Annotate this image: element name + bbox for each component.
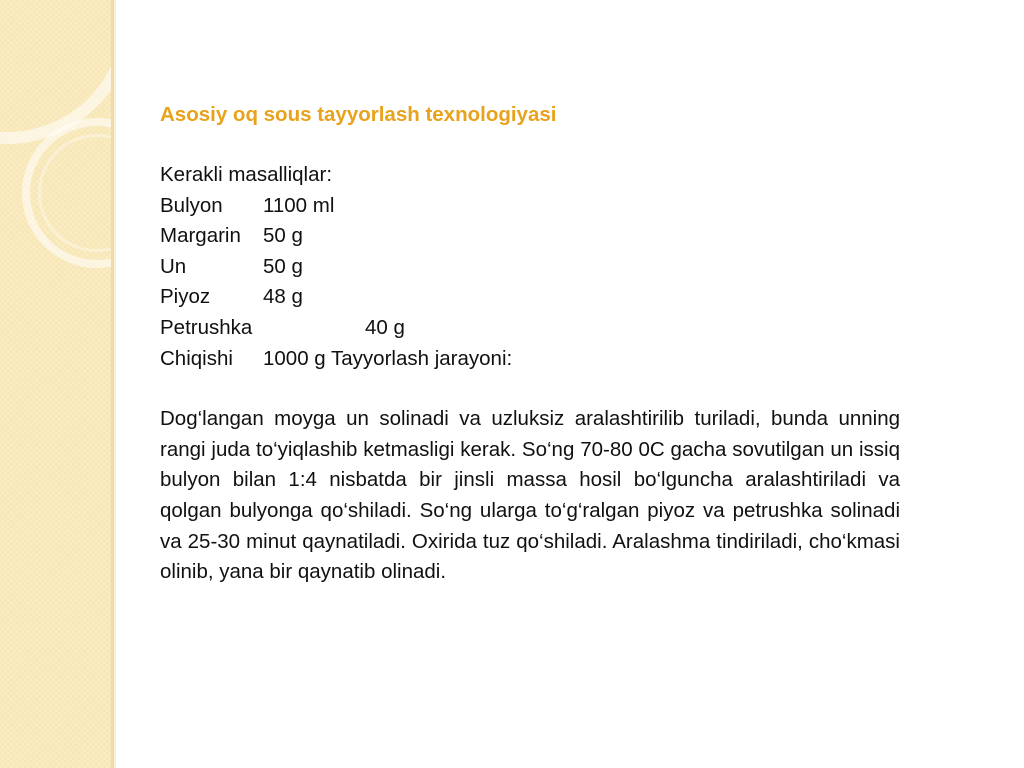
yield-row <box>160 344 900 375</box>
ingredient-amount: 40 g <box>365 315 405 339</box>
ingredient-row <box>160 282 900 313</box>
yield-name: Chiqishi <box>160 346 233 370</box>
slide-content <box>160 100 900 588</box>
side-panel-edge-highlight <box>114 0 116 768</box>
spacer <box>160 374 900 404</box>
ingredient-row <box>160 191 900 222</box>
ingredient-amount: 50 g <box>263 224 303 248</box>
decorative-side-panel <box>0 0 113 768</box>
ingredient-name: Petrushka <box>160 315 253 339</box>
ingredient-amount: 48 g <box>263 285 303 309</box>
ingredient-name: Margarin <box>160 224 241 248</box>
ingredient-row <box>160 252 900 283</box>
ingredient-name: Un <box>160 254 187 278</box>
ingredients-heading: Kerakli masalliqlar: <box>160 163 333 186</box>
spacer <box>160 130 900 160</box>
process-paragraph: Dog‘langan moyga un solinadi va uzluksiz aralashtirilib turiladi, bunda unning rangi juda to‘yiqlashib ketmasligi kerak. So‘ng 70-80 0C gacha sovutilgan un issiq bulyon bilan 1:4 nisbatda bir jinsli massa hosil bo‘lguncha aralashtiriladi va qolgan bulyonga qo‘shiladi. So‘ng ularga to‘g‘ralgan piyoz va petrushka solinadi va 25-30 minut qaynatiladi. Oxirida tuz qo‘shiladi. Aralashma tindiriladi, cho‘kmasi olinib, yana bir qaynatib olinadi. <box>160 407 900 584</box>
ingredient-row <box>160 313 900 344</box>
ingredient-name: Piyoz <box>160 285 211 309</box>
yield-amount: 1000 g Tayyorlash jarayoni: <box>263 346 513 370</box>
ingredient-amount: 1100 ml <box>263 193 335 217</box>
slide-title: Asosiy oq sous tayyorlash texnologiyasi <box>160 103 557 126</box>
ingredient-row <box>160 221 900 252</box>
ingredient-name: Bulyon <box>160 193 223 217</box>
ingredient-amount: 50 g <box>263 254 303 278</box>
